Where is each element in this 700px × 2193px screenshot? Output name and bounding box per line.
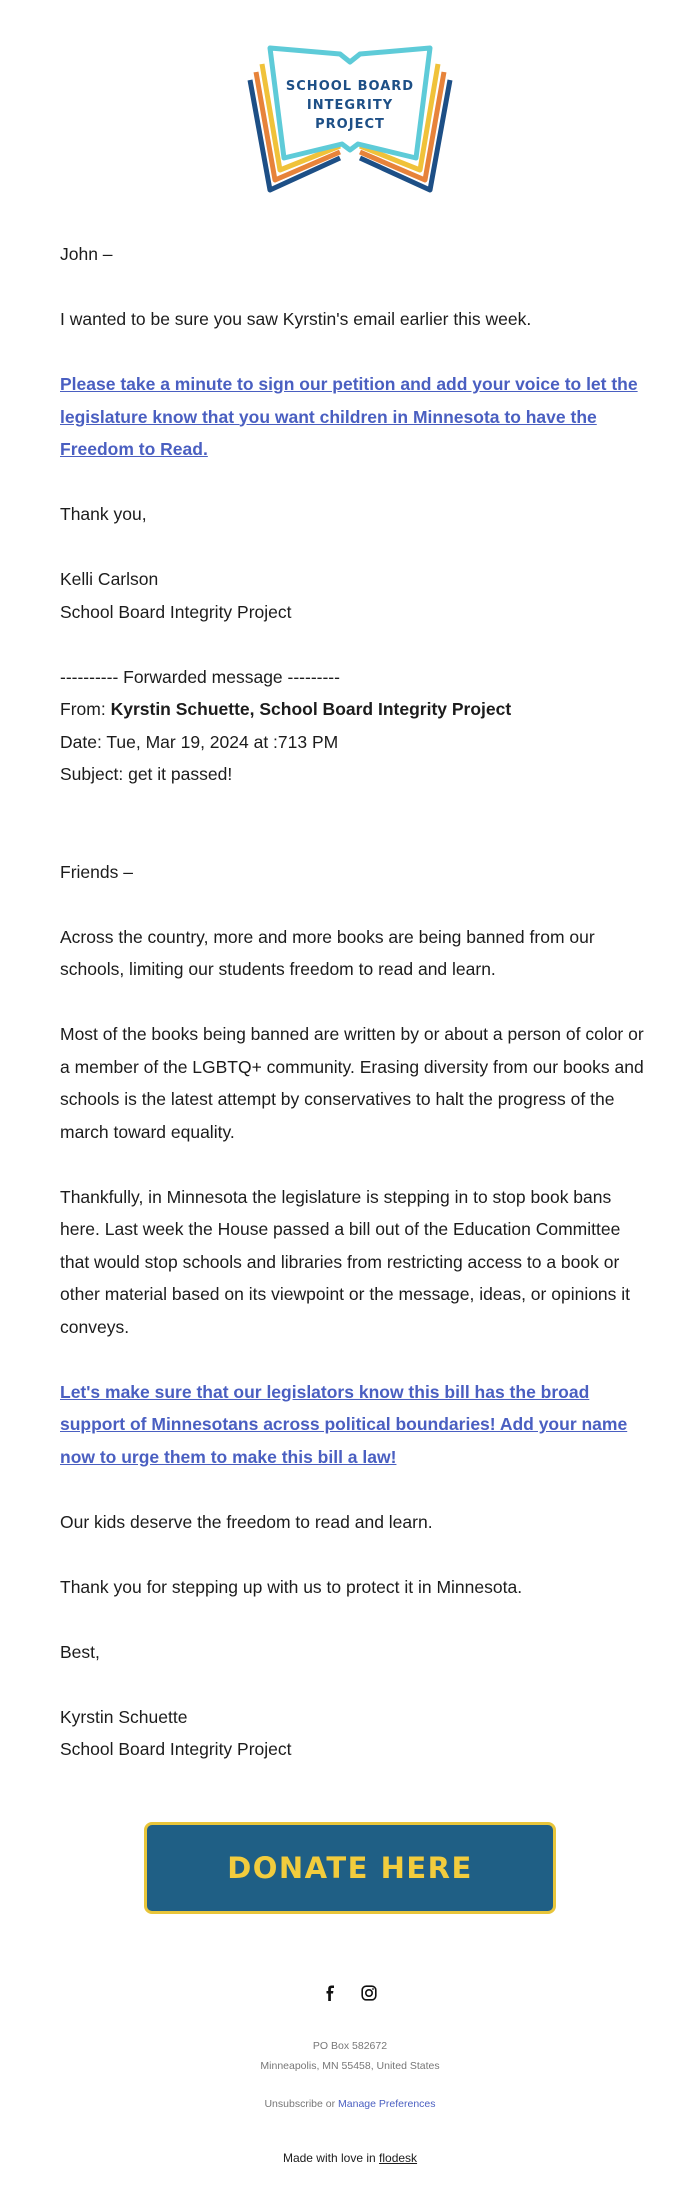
thanks-text: Thank you, — [60, 504, 147, 524]
urge-link[interactable]: Let's make sure that our legislators know this bill has the broad support of Minnesotans across political boundaries! Add your name now to urge them to make this bill a law! — [60, 1381, 628, 1467]
paragraph-3: Thankfully, in Minnesota the legislature is stepping in to stop book bans here. Last week the House passed a bill out of the Education Committee that would stop schools and libraries from restricting access to a book or other material based on its viewpoint or the message, ideas, or opinions it conveys. — [60, 1186, 631, 1337]
final-signature — [60, 1701, 650, 1766]
signoff: Best, — [60, 1641, 100, 1662]
address-line-2: Minneapolis, MN 55458, United States — [260, 2060, 440, 2072]
sender-name: Kelli Carlson — [60, 569, 159, 589]
sender-org: School Board Integrity Project — [60, 601, 292, 622]
facebook-icon[interactable] — [323, 1985, 337, 2006]
from-label: From: — [60, 699, 106, 719]
book-logo-icon — [230, 40, 470, 200]
paragraph-1: Across the country, more and more books are being banned from our schools, limiting our students freedom to read and learn. — [60, 926, 595, 979]
from-line — [60, 693, 650, 726]
petition-link[interactable]: Please take a minute to sign our petition and add your voice to let the legislature know that you want children in Minnesota to have the Freedom to Read. — [60, 374, 638, 459]
petition-paragraph — [60, 368, 650, 466]
or-text: or — [325, 2098, 336, 2110]
friends-greeting: Friends – — [60, 861, 133, 882]
address-line-1: PO Box 582672 — [312, 2040, 388, 2052]
paragraph-4: Our kids deserve the freedom to read and learn. — [60, 1511, 433, 1532]
forward-divider: ---------- Forwarded message --------- — [60, 666, 340, 687]
unsubscribe-link[interactable]: Unsubscribe — [264, 2098, 323, 2110]
urge-paragraph — [60, 1376, 650, 1474]
logo-line2: INTEGRITY — [306, 98, 394, 113]
from-value: Kyrstin Schuette, School Board Integrity Project — [110, 699, 512, 719]
manage-preferences-link[interactable]: Manage Preferences — [338, 2098, 436, 2110]
paragraph-5: Thank you for stepping up with us to protect it in Minnesota. — [60, 1576, 523, 1597]
forwarded-header — [60, 661, 650, 791]
preferences-row — [0, 2098, 700, 2110]
logo-line1: SCHOOL BOARD — [285, 79, 415, 94]
email-body — [60, 238, 650, 1798]
flodesk-link[interactable]: flodesk — [379, 2151, 418, 2165]
made-prefix: Made with love in — [282, 2151, 376, 2165]
social-links — [0, 1985, 700, 2006]
donate-section — [0, 1822, 700, 1914]
subject-line: Subject: get it passed! — [60, 764, 233, 784]
date-line: Date: Tue, Mar 19, 2024 at :713 PM — [60, 731, 339, 752]
signature-block — [60, 563, 650, 628]
signature-name: Kyrstin Schuette — [60, 1706, 188, 1727]
paragraph-2: Most of the books being banned are written by or about a person of color or a member of the LGBTQ+ community. Erasing diversity from our books and schools is the latest attempt by conservatives to halt the progress of the march toward equality. — [60, 1024, 644, 1142]
intro-text: I wanted to be sure you saw Kyrstin's email earlier this week. — [60, 309, 532, 329]
instagram-icon[interactable] — [361, 1985, 377, 2006]
made-with-love — [0, 2151, 700, 2165]
greeting: John – — [60, 244, 113, 264]
donate-button[interactable]: DONATE HERE — [144, 1822, 556, 1914]
logo — [0, 40, 700, 200]
signature-org: School Board Integrity Project — [60, 1739, 292, 1759]
logo-line3: PROJECT — [315, 117, 385, 132]
